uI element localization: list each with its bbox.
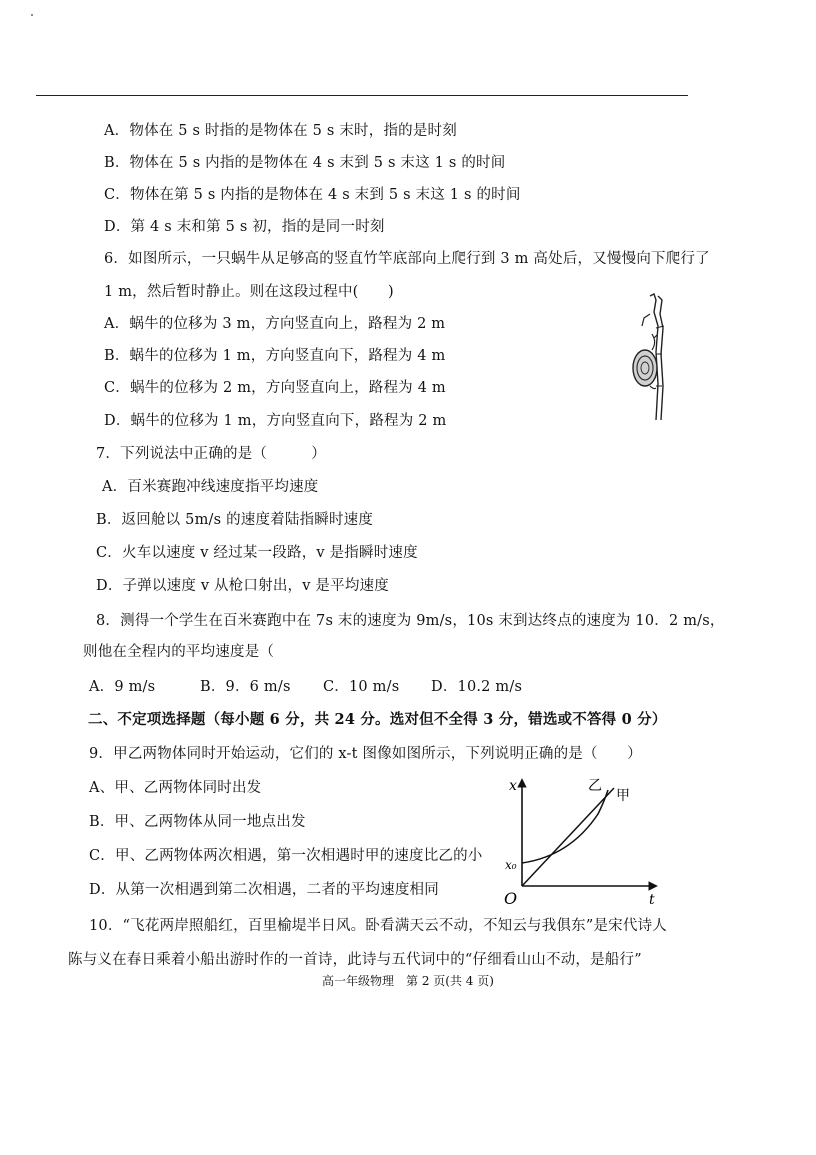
q7-option-b: B．返回舱以 5m/s 的速度着陆指瞬时速度: [96, 512, 374, 528]
q7-option-d: D．子弹以速度 v 从枪口射出，v 是平均速度: [96, 578, 389, 594]
x0-label: x₀: [505, 858, 517, 872]
q7-option-a: A．百米赛跑冲线速度指平均速度: [102, 479, 319, 495]
q5-option-a: A．物体在 5 s 时指的是物体在 5 s 末时，指的是时刻: [104, 123, 457, 139]
q6-option-b: B．蜗牛的位移为 1 m，方向竖直向下，路程为 4 m: [104, 348, 446, 364]
origin-label: O: [504, 889, 518, 908]
page-footer: 高一年级物理 第 2 页(共 4 页): [322, 974, 494, 988]
q6-stem-line2: 1 m，然后暂时静止。则在这段过程中( ): [104, 284, 394, 300]
q6-option-d: D．蜗牛的位移为 1 m，方向竖直向下，路程为 2 m: [104, 413, 447, 429]
q8-option-b: B．9．6 m/s: [200, 679, 291, 695]
q9-option-c: C．甲、乙两物体两次相遇，第一次相遇时甲的速度比乙的小: [89, 848, 483, 864]
q8-option-a: A．9 m/s: [89, 679, 156, 695]
q9-option-b: B．甲、乙两物体从同一地点出发: [89, 814, 306, 830]
q5-option-c: C．物体在第 5 s 内指的是物体在 4 s 末到 5 s 末这 1 s 的时间: [104, 187, 521, 203]
q6-option-c: C．蜗牛的位移为 2 m，方向竖直向上，路程为 4 m: [104, 380, 446, 396]
line-jia-label: 甲: [616, 788, 630, 804]
x-axis-label: t: [649, 892, 655, 908]
q9-option-d: D．从第一次相遇到第二次相遇，二者的平均速度相同: [89, 882, 439, 898]
q9-stem: 9．甲乙两物体同时开始运动，它们的 x-t 图像如图所示，下列说明正确的是（ ）: [89, 746, 642, 762]
q8-option-d: D．10.2 m/s: [431, 679, 523, 695]
curve-yi: [522, 790, 608, 863]
q9-option-a: A、甲、乙两物体同时出发: [89, 780, 262, 796]
q5-option-b: B．物体在 5 s 内指的是物体在 4 s 末到 5 s 末这 1 s 的时间: [104, 155, 506, 171]
section-2-heading: 二、不定项选择题（每小题 6 分，共 24 分。选对但不全得 3 分，错选或不答得 0 分）: [88, 711, 667, 728]
q7-stem: 7．下列说法中正确的是（ ）: [96, 446, 326, 462]
snail-on-pole-figure: [620, 292, 680, 422]
line-jia: [522, 788, 614, 886]
header-rule: [36, 95, 688, 96]
q10-stem-line1: 10．“飞花两岸照船红，百里榆堤半日风。卧看满天云不动，不知云与我俱东”是宋代诗人: [89, 918, 667, 934]
q6-stem-line1: 6．如图所示，一只蜗牛从足够高的竖直竹竿底部向上爬行到 3 m 高处后，又慢慢向下爬行了: [104, 251, 710, 267]
q10-stem-line2: 陈与义在春日乘着小船出游时作的一首诗，此诗与五代词中的“仔细看山山不动，是船行”: [68, 952, 642, 968]
q8-stem-line1: 8．测得一个学生在百米赛跑中在 7s 末的速度为 9m/s，10s 末到达终点的速度为 10．2 m/s，: [96, 613, 725, 629]
q7-option-c: C．火车以速度 v 经过某一段路，v 是指瞬时速度: [96, 545, 418, 561]
curve-yi-label: 乙: [588, 778, 602, 794]
y-axis-label: x: [509, 778, 517, 794]
scan-speck: [31, 14, 33, 16]
x-t-graph: [500, 768, 665, 908]
q5-option-d: D．第 4 s 末和第 5 s 初，指的是同一时刻: [104, 219, 385, 235]
q8-stem-line2: 则他在全程内的平均速度是（: [83, 644, 275, 660]
q6-option-a: A．蜗牛的位移为 3 m，方向竖直向上，路程为 2 m: [104, 316, 446, 332]
q8-option-c: C．10 m/s: [323, 679, 400, 695]
